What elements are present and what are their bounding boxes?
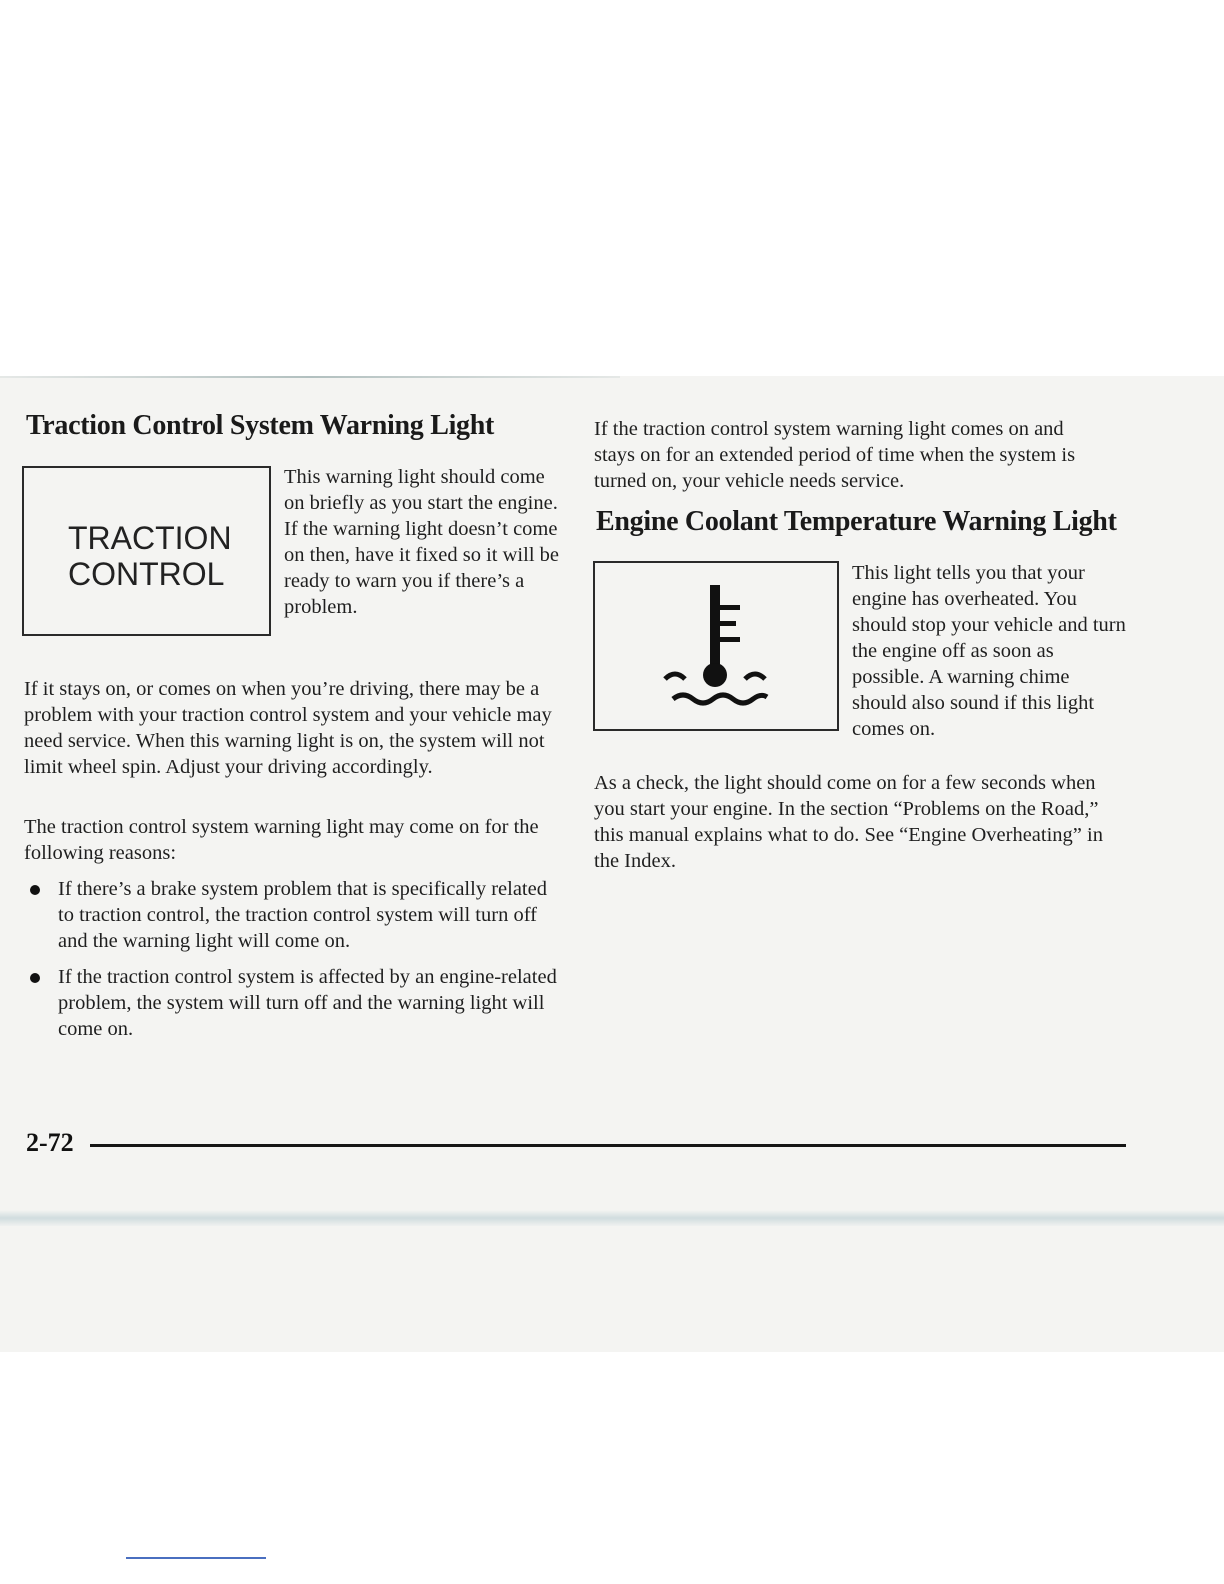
traction-control-indicator bbox=[22, 466, 271, 636]
scan-edge-bottom bbox=[0, 1210, 1224, 1226]
traction-paragraph-1: If it stays on, or comes on when you’re driving, there may be a problem with your traction control system and your vehicle may need service. When this warning light is on, the system will not limit wheel spin. Adjust your driving accordingly. bbox=[24, 678, 552, 778]
traction-reasons-list bbox=[24, 876, 564, 1052]
footer-rule bbox=[90, 1144, 1126, 1147]
traction-service-text: If the traction control system warning light comes on and stays on for an extended period of time when the system is turned on, your vehicle needs service. bbox=[594, 418, 1076, 492]
coolant-intro-text: This light tells you that your engine has overheated. You should stop your vehicle and turn the engine off as soon as possible. A warning chime should also sound if this light comes on. bbox=[852, 562, 1126, 740]
indicator-label-line1: TRACTION bbox=[68, 520, 232, 556]
traction-paragraph-2: The traction control system warning light may come on for the following reasons: bbox=[24, 816, 539, 864]
page-number: 2-72 bbox=[26, 1128, 74, 1157]
indicator-label-line2: CONTROL bbox=[68, 556, 225, 592]
coolant-temperature-indicator bbox=[593, 561, 839, 731]
coolant-check-text: As a check, the light should come on for a few seconds when you start your engine. In the section “Problems on the Road,” this manual explains what to do. See “Engine Overheating” in the Index. bbox=[594, 772, 1103, 872]
list-item: If there’s a brake system problem that is specifically related to traction control, the traction control system will turn off and the warning light will come on. bbox=[24, 876, 564, 954]
traction-intro-text: This warning light should come on briefly as you start the engine. If the warning light doesn’t come on then, have it fixed so it will be ready to warn you if there’s a problem. bbox=[284, 466, 559, 618]
scan-edge-top bbox=[0, 376, 620, 378]
bullet-icon bbox=[30, 885, 40, 895]
coolant-temperature-icon bbox=[595, 563, 837, 729]
bullet-icon bbox=[30, 973, 40, 983]
coolant-temperature-heading: Engine Coolant Temperature Warning Light bbox=[596, 506, 1117, 537]
list-item: If the traction control system is affected by an engine-related problem, the system will turn off and the warning light will come on. bbox=[24, 964, 564, 1042]
traction-control-heading: Traction Control System Warning Light bbox=[26, 410, 495, 441]
decorative-underline bbox=[126, 1557, 266, 1559]
